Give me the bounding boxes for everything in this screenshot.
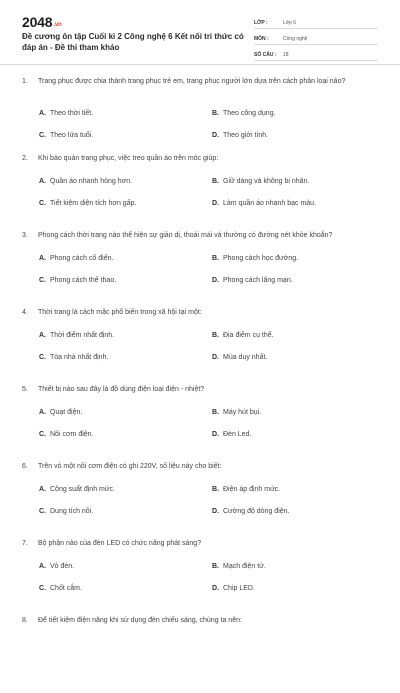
question-number: 5. [22, 386, 28, 393]
option-text: Thời điểm nhất định. [50, 332, 115, 339]
question-stem [22, 462, 382, 472]
option-letter: B. [212, 110, 219, 117]
question-item [0, 231, 400, 308]
answer-option[interactable] [39, 131, 93, 140]
answer-option[interactable] [212, 199, 316, 208]
question-text: Trên vỏ một nồi cơm điện có ghi 220V, số liệu này cho biết: [38, 463, 222, 470]
question-stem [22, 231, 382, 241]
answer-option[interactable] [39, 254, 113, 263]
meta-row-count [254, 45, 378, 61]
answer-option[interactable] [39, 584, 82, 593]
meta-label: SỐ CÂU : [254, 52, 277, 58]
question-number: 4. [22, 309, 28, 316]
question-item [0, 539, 400, 616]
answer-option[interactable] [39, 485, 115, 494]
option-text: Theo công dụng. [223, 110, 276, 117]
option-text: Tòa nhà nhất định. [50, 354, 109, 361]
meta-label: MÔN : [254, 36, 269, 42]
option-text: Nồi cơm điện. [50, 431, 94, 438]
meta-value: 18 [283, 52, 289, 58]
answer-option[interactable] [39, 507, 93, 516]
answer-option[interactable] [212, 430, 251, 439]
document-header [0, 0, 400, 64]
question-number: 3. [22, 232, 28, 239]
question-number: 2. [22, 155, 28, 162]
answer-option[interactable] [39, 408, 82, 417]
option-text: Phong cách cổ điển. [50, 255, 114, 262]
option-letter: D. [212, 431, 219, 438]
question-number: 7. [22, 540, 28, 547]
answer-option[interactable] [212, 177, 309, 186]
answer-option[interactable] [39, 276, 116, 285]
option-letter: A. [39, 110, 46, 117]
answer-option[interactable] [39, 331, 114, 340]
answer-option[interactable] [212, 507, 290, 516]
question-stem [22, 77, 382, 87]
question-text: Trang phục được chia thành trang phục trẻ em, trang phục người lớn dựa trên cách phân loại nào? [38, 78, 346, 85]
option-text: Phong cách học đường. [223, 255, 299, 262]
answer-option[interactable] [39, 199, 136, 208]
option-letter: A. [39, 486, 46, 493]
question-item [0, 385, 400, 462]
option-text: Chốt cắm. [50, 585, 82, 592]
meta-row-subject [254, 29, 378, 45]
option-text: Đèn Led. [223, 431, 252, 438]
option-letter: A. [39, 332, 46, 339]
option-text: Cường độ dòng điện. [223, 508, 290, 515]
meta-value: Lớp 6 [283, 20, 297, 26]
option-text: Điện áp định mức. [223, 486, 281, 493]
answer-option[interactable] [212, 331, 274, 340]
answer-option[interactable] [212, 408, 261, 417]
document-meta [254, 13, 378, 61]
question-number: 1. [22, 78, 28, 85]
question-text: Phong cách thời trang nào thể hiện sự giản dị, thoải mái và thường có đường nét khỏe khoắn? [38, 232, 333, 239]
option-letter: C. [39, 354, 46, 361]
question-text: Khi bảo quản trang phục, việc treo quần áo trên móc giúp: [38, 155, 219, 162]
option-letter: C. [39, 585, 46, 592]
answer-option[interactable] [212, 584, 255, 593]
option-text: Tiết kiệm diện tích hơn gấp. [50, 200, 137, 207]
option-letter: B. [212, 486, 219, 493]
header-divider [0, 64, 400, 65]
question-stem [22, 616, 382, 626]
option-text: Mạch điện tử. [223, 563, 266, 570]
option-letter: D. [212, 585, 219, 592]
option-text: Theo thời tiết. [50, 110, 94, 117]
option-letter: C. [39, 277, 46, 284]
option-text: Theo lứa tuổi. [50, 132, 94, 139]
option-text: Địa điểm cụ thể. [223, 332, 274, 339]
option-text: Dung tích nồi. [50, 508, 94, 515]
question-stem [22, 154, 382, 164]
page-title: Đề cương ôn tập Cuối kì 2 Công nghệ 6 Kết nối tri thức có đáp án - Đề thi tham khảo [22, 32, 244, 52]
option-text: Chip LED. [223, 585, 255, 592]
answer-option[interactable] [39, 430, 94, 439]
question-number: 8. [22, 617, 28, 624]
question-stem [22, 385, 382, 395]
option-text: Làm quần áo nhanh bạc màu. [223, 200, 317, 207]
option-letter: A. [39, 255, 46, 262]
question-text: Thiết bị nào sau đây là đồ dùng điện loại điện - nhiệt? [38, 386, 205, 393]
option-letter: C. [39, 132, 46, 139]
option-letter: D. [212, 508, 219, 515]
option-text: Theo giới tính. [223, 132, 269, 139]
option-letter: B. [212, 255, 219, 262]
question-item [0, 154, 400, 231]
option-letter: B. [212, 332, 219, 339]
option-text: Giữ dáng và không bị nhăn. [223, 178, 310, 185]
answer-option[interactable] [212, 353, 267, 362]
option-text: Mùa duy nhất. [223, 354, 268, 361]
option-letter: D. [212, 277, 219, 284]
option-text: Máy hút bụi. [223, 409, 262, 416]
option-letter: A. [39, 178, 46, 185]
answer-option[interactable] [212, 276, 293, 285]
question-item [0, 462, 400, 539]
option-text: Công suất định mức. [50, 486, 115, 493]
question-text: Bộ phận nào của đèn LED có chức năng phát sáng? [38, 540, 202, 547]
question-text: Để tiết kiệm điện năng khi sử dụng đèn chiếu sáng, chúng ta nên: [38, 617, 242, 624]
question-stem [22, 539, 382, 549]
option-letter: C. [39, 431, 46, 438]
option-letter: A. [39, 563, 46, 570]
answer-option[interactable] [39, 562, 74, 571]
option-text: Quạt điện. [50, 409, 83, 416]
question-stem [22, 308, 382, 318]
answer-option[interactable] [212, 254, 298, 263]
answer-option[interactable] [39, 109, 93, 118]
answer-option[interactable] [212, 109, 276, 118]
answer-option[interactable] [39, 353, 108, 362]
option-text: Phong cách lãng mạn. [223, 277, 293, 284]
option-letter: B. [212, 178, 219, 185]
option-letter: C. [39, 508, 46, 515]
logo-domain: .vn [53, 22, 62, 28]
answer-option[interactable] [212, 131, 268, 140]
question-list [0, 77, 400, 693]
option-letter: B. [212, 563, 219, 570]
option-letter: A. [39, 409, 46, 416]
question-item [0, 77, 400, 154]
option-text: Vỏ đèn. [50, 563, 75, 570]
meta-value: Công nghệ [283, 36, 308, 42]
option-letter: C. [39, 200, 46, 207]
question-item [0, 308, 400, 385]
site-logo[interactable] [22, 14, 61, 30]
option-letter: D. [212, 132, 219, 139]
answer-option[interactable] [39, 177, 132, 186]
meta-row-grade [254, 13, 378, 29]
question-number: 6. [22, 463, 28, 470]
answer-option[interactable] [212, 562, 266, 571]
answer-option[interactable] [212, 485, 280, 494]
option-text: Phong cách thể thao. [50, 277, 117, 284]
logo-text: 2048 [22, 14, 53, 30]
option-letter: D. [212, 354, 219, 361]
option-letter: B. [212, 409, 219, 416]
option-letter: D. [212, 200, 219, 207]
question-item [0, 616, 400, 693]
meta-label: LỚP : [254, 20, 268, 26]
option-text: Quần áo nhanh hỏng hơn. [50, 178, 133, 185]
question-text: Thời trang là cách mặc phổ biến trong xã hội tại một: [38, 309, 202, 316]
